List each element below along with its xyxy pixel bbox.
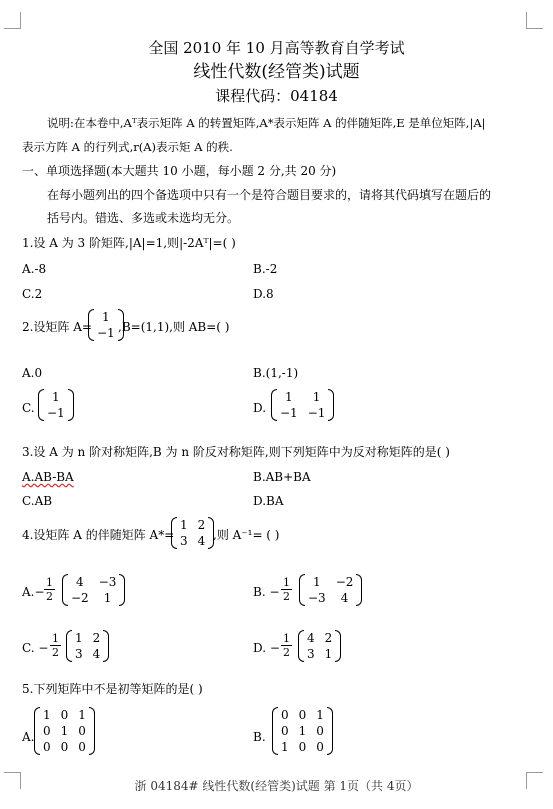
matrix-cell: 0 — [298, 708, 307, 722]
matrix-cell: −1 — [307, 406, 326, 420]
matrix-cell: 1 — [180, 518, 188, 532]
q2-option-d-matrix-grid — [277, 389, 328, 421]
q4-option-b-denominator: 2 — [283, 590, 290, 603]
q4-option-a-denominator: 2 — [46, 590, 53, 603]
matrix-cell: 4 — [76, 575, 84, 589]
matrix-cell: 1 — [43, 708, 51, 722]
q4-option-b-numerator: 1 — [283, 576, 290, 589]
q4-option-d-numerator: 1 — [283, 632, 290, 645]
instructions-line-1: 说明:在本卷中,Aᵀ表示矩阵 A 的转置矩阵,A*表示矩阵 A 的伴随矩阵,E 是单位矩阵,|A| — [47, 116, 486, 130]
matrix-cell: 1 — [102, 310, 110, 324]
q2-option-c-label: C. — [22, 401, 35, 415]
matrix-cell: 2 — [324, 631, 333, 645]
q5-stem: 5.下列矩阵中不是初等矩阵的是( ) — [22, 682, 203, 696]
q2-matrix-a-grid — [94, 309, 118, 341]
matrix-cell: 0 — [281, 708, 289, 722]
matrix-cell: 1 — [324, 647, 333, 661]
q5-option-a-matrix — [34, 707, 95, 755]
crop-mark-top-left — [4, 12, 21, 29]
q4-option-c-fraction — [50, 632, 61, 659]
matrix-cell: 1 — [312, 390, 321, 404]
matrix-cell: 4 — [92, 647, 101, 661]
matrix-cell: 0 — [298, 740, 307, 754]
q4-option-c-matrix-grid — [72, 630, 103, 662]
section-heading: 一、单项选择题(本大题共 10 小题，每小题 2 分,共 20 分) — [22, 164, 337, 178]
matrix-cell: 3 — [307, 647, 315, 661]
matrix-cell: 4 — [340, 591, 349, 605]
q3-option-c: C.AB — [22, 494, 53, 508]
q4-option-a-numerator: 1 — [46, 576, 53, 589]
matrix-cell: 3 — [180, 534, 188, 548]
q4-option-b-matrix — [299, 574, 362, 606]
instructions-line-2: 表示方阵 A 的行列式,r(A)表示矩 A 的秩. — [22, 140, 233, 154]
matrix-cell: 0 — [78, 724, 86, 738]
matrix-cell: 0 — [60, 740, 69, 754]
q4-option-a-matrix-grid — [68, 574, 119, 606]
q4-option-d-denominator: 2 — [283, 646, 290, 659]
matrix-cell: 2 — [92, 631, 101, 645]
q4-stem-post: ,则 A⁻¹= ( ) — [213, 528, 280, 542]
q2-option-c-matrix — [38, 389, 74, 421]
q4-option-a-matrix — [62, 574, 125, 606]
matrix-cell: −2 — [71, 591, 89, 605]
q4-stem-pre: 4.设矩阵 A 的伴随矩阵 A*= — [22, 528, 175, 542]
matrix-cell: 0 — [316, 740, 324, 754]
matrix-cell: 1 — [298, 724, 307, 738]
matrix-cell: 3 — [75, 647, 83, 661]
q4-matrix-grid — [177, 517, 208, 549]
matrix-cell: 0 — [43, 724, 51, 738]
q5-option-a-matrix-grid — [40, 707, 89, 755]
q3-option-d: D.BA — [253, 494, 284, 508]
q3-option-b: B.AB+BA — [253, 470, 311, 484]
q3-option-a: A.AB-BA — [22, 470, 74, 484]
q5-option-b-label: B. — [253, 730, 266, 744]
q1-option-a: A.-8 — [22, 262, 47, 276]
q2-stem-pre: 2.设矩阵 A= — [22, 320, 92, 334]
q2-option-b: B.(1,-1) — [253, 366, 299, 380]
q4-option-d-label: D. − — [253, 641, 280, 655]
matrix-cell: 1 — [52, 390, 60, 404]
matrix-cell: 1 — [60, 724, 69, 738]
matrix-cell: 4 — [197, 534, 206, 548]
q4-option-c-label: C. − — [22, 641, 49, 655]
q5-option-a-label: A. — [22, 730, 35, 744]
section-desc-line-1: 在每小题列出的四个备选项中只有一个是符合题目要求的，请将其代码填写在题后的 — [47, 188, 492, 202]
q2-option-d-matrix — [271, 389, 334, 421]
q4-option-b-matrix-right-paren — [356, 574, 362, 606]
q4-option-d-matrix-grid — [304, 630, 335, 662]
matrix-cell: −1 — [97, 326, 115, 340]
q2-option-a: A.0 — [22, 366, 43, 380]
q4-option-b-matrix-grid — [305, 574, 356, 606]
page-footer: 浙 04184# 线性代数(经管类)试题 第 1页（共 4页） — [134, 779, 419, 793]
matrix-cell: 1 — [281, 740, 289, 754]
q4-option-a-fraction — [44, 576, 55, 603]
matrix-cell: 0 — [60, 708, 69, 722]
matrix-cell: 1 — [103, 591, 112, 605]
matrix-cell: −3 — [308, 591, 326, 605]
q2-option-c-matrix-grid — [44, 389, 68, 421]
q5-option-b-matrix-right-paren — [327, 707, 333, 755]
matrix-cell: 1 — [285, 390, 293, 404]
matrix-cell: 2 — [197, 518, 206, 532]
q4-option-b-fraction — [281, 576, 292, 603]
q4-option-c-denominator: 2 — [52, 646, 59, 659]
matrix-cell: −1 — [280, 406, 298, 420]
matrix-cell: −3 — [98, 575, 117, 589]
course-code: 课程代码：04184 — [215, 87, 338, 105]
subject-title: 线性代数(经管类)试题 — [193, 62, 360, 82]
q5-option-b-matrix — [272, 707, 333, 755]
matrix-cell: 0 — [78, 740, 86, 754]
q1-option-b: B.-2 — [253, 262, 278, 276]
matrix-cell: 0 — [281, 724, 289, 738]
matrix-cell: 0 — [43, 740, 51, 754]
matrix-cell: 1 — [75, 631, 83, 645]
q4-matrix — [171, 517, 214, 549]
q4-option-b-label: B. − — [253, 585, 280, 599]
q4-option-c-matrix — [66, 630, 109, 662]
q2-option-d-label: D. — [253, 401, 267, 415]
q1-stem: 1.设 A 为 3 阶矩阵,|A|=1,则|-2Aᵀ|=( ) — [22, 236, 236, 250]
q4-option-c-matrix-right-paren — [103, 630, 109, 662]
matrix-cell: 4 — [307, 631, 315, 645]
q4-option-d-matrix — [298, 630, 341, 662]
section-desc-line-2: 括号内。错选、多选或未选均无分。 — [47, 211, 240, 225]
crop-mark-top-right — [526, 12, 543, 29]
matrix-cell: 1 — [78, 708, 86, 722]
q5-option-a-matrix-right-paren — [89, 707, 95, 755]
q4-option-c-numerator: 1 — [52, 632, 59, 645]
q2-stem-post: ,B=(1,1),则 AB=( ) — [118, 320, 230, 334]
matrix-cell: 0 — [316, 724, 324, 738]
matrix-cell: −1 — [47, 406, 65, 420]
q4-option-a-matrix-right-paren — [119, 574, 125, 606]
q5-option-b-matrix-grid — [278, 707, 327, 755]
q4-option-a-label: A.− — [22, 585, 45, 599]
q1-option-d: D.8 — [253, 287, 274, 301]
matrix-cell: 1 — [313, 575, 321, 589]
q3-stem: 3.设 A 为 n 阶对称矩阵,B 为 n 阶反对称矩阵,则下列矩阵中为反对称矩阵的是( ) — [22, 445, 450, 459]
q4-option-d-matrix-right-paren — [335, 630, 341, 662]
matrix-cell: 1 — [316, 708, 324, 722]
q2-option-c-matrix-right-paren — [68, 389, 74, 421]
q1-option-c: C.2 — [22, 287, 43, 301]
q2-option-d-matrix-right-paren — [328, 389, 334, 421]
q4-option-d-fraction — [281, 632, 292, 659]
exam-title: 全国 2010 年 10 月高等教育自学考试 — [148, 39, 405, 57]
matrix-cell: −2 — [335, 575, 354, 589]
